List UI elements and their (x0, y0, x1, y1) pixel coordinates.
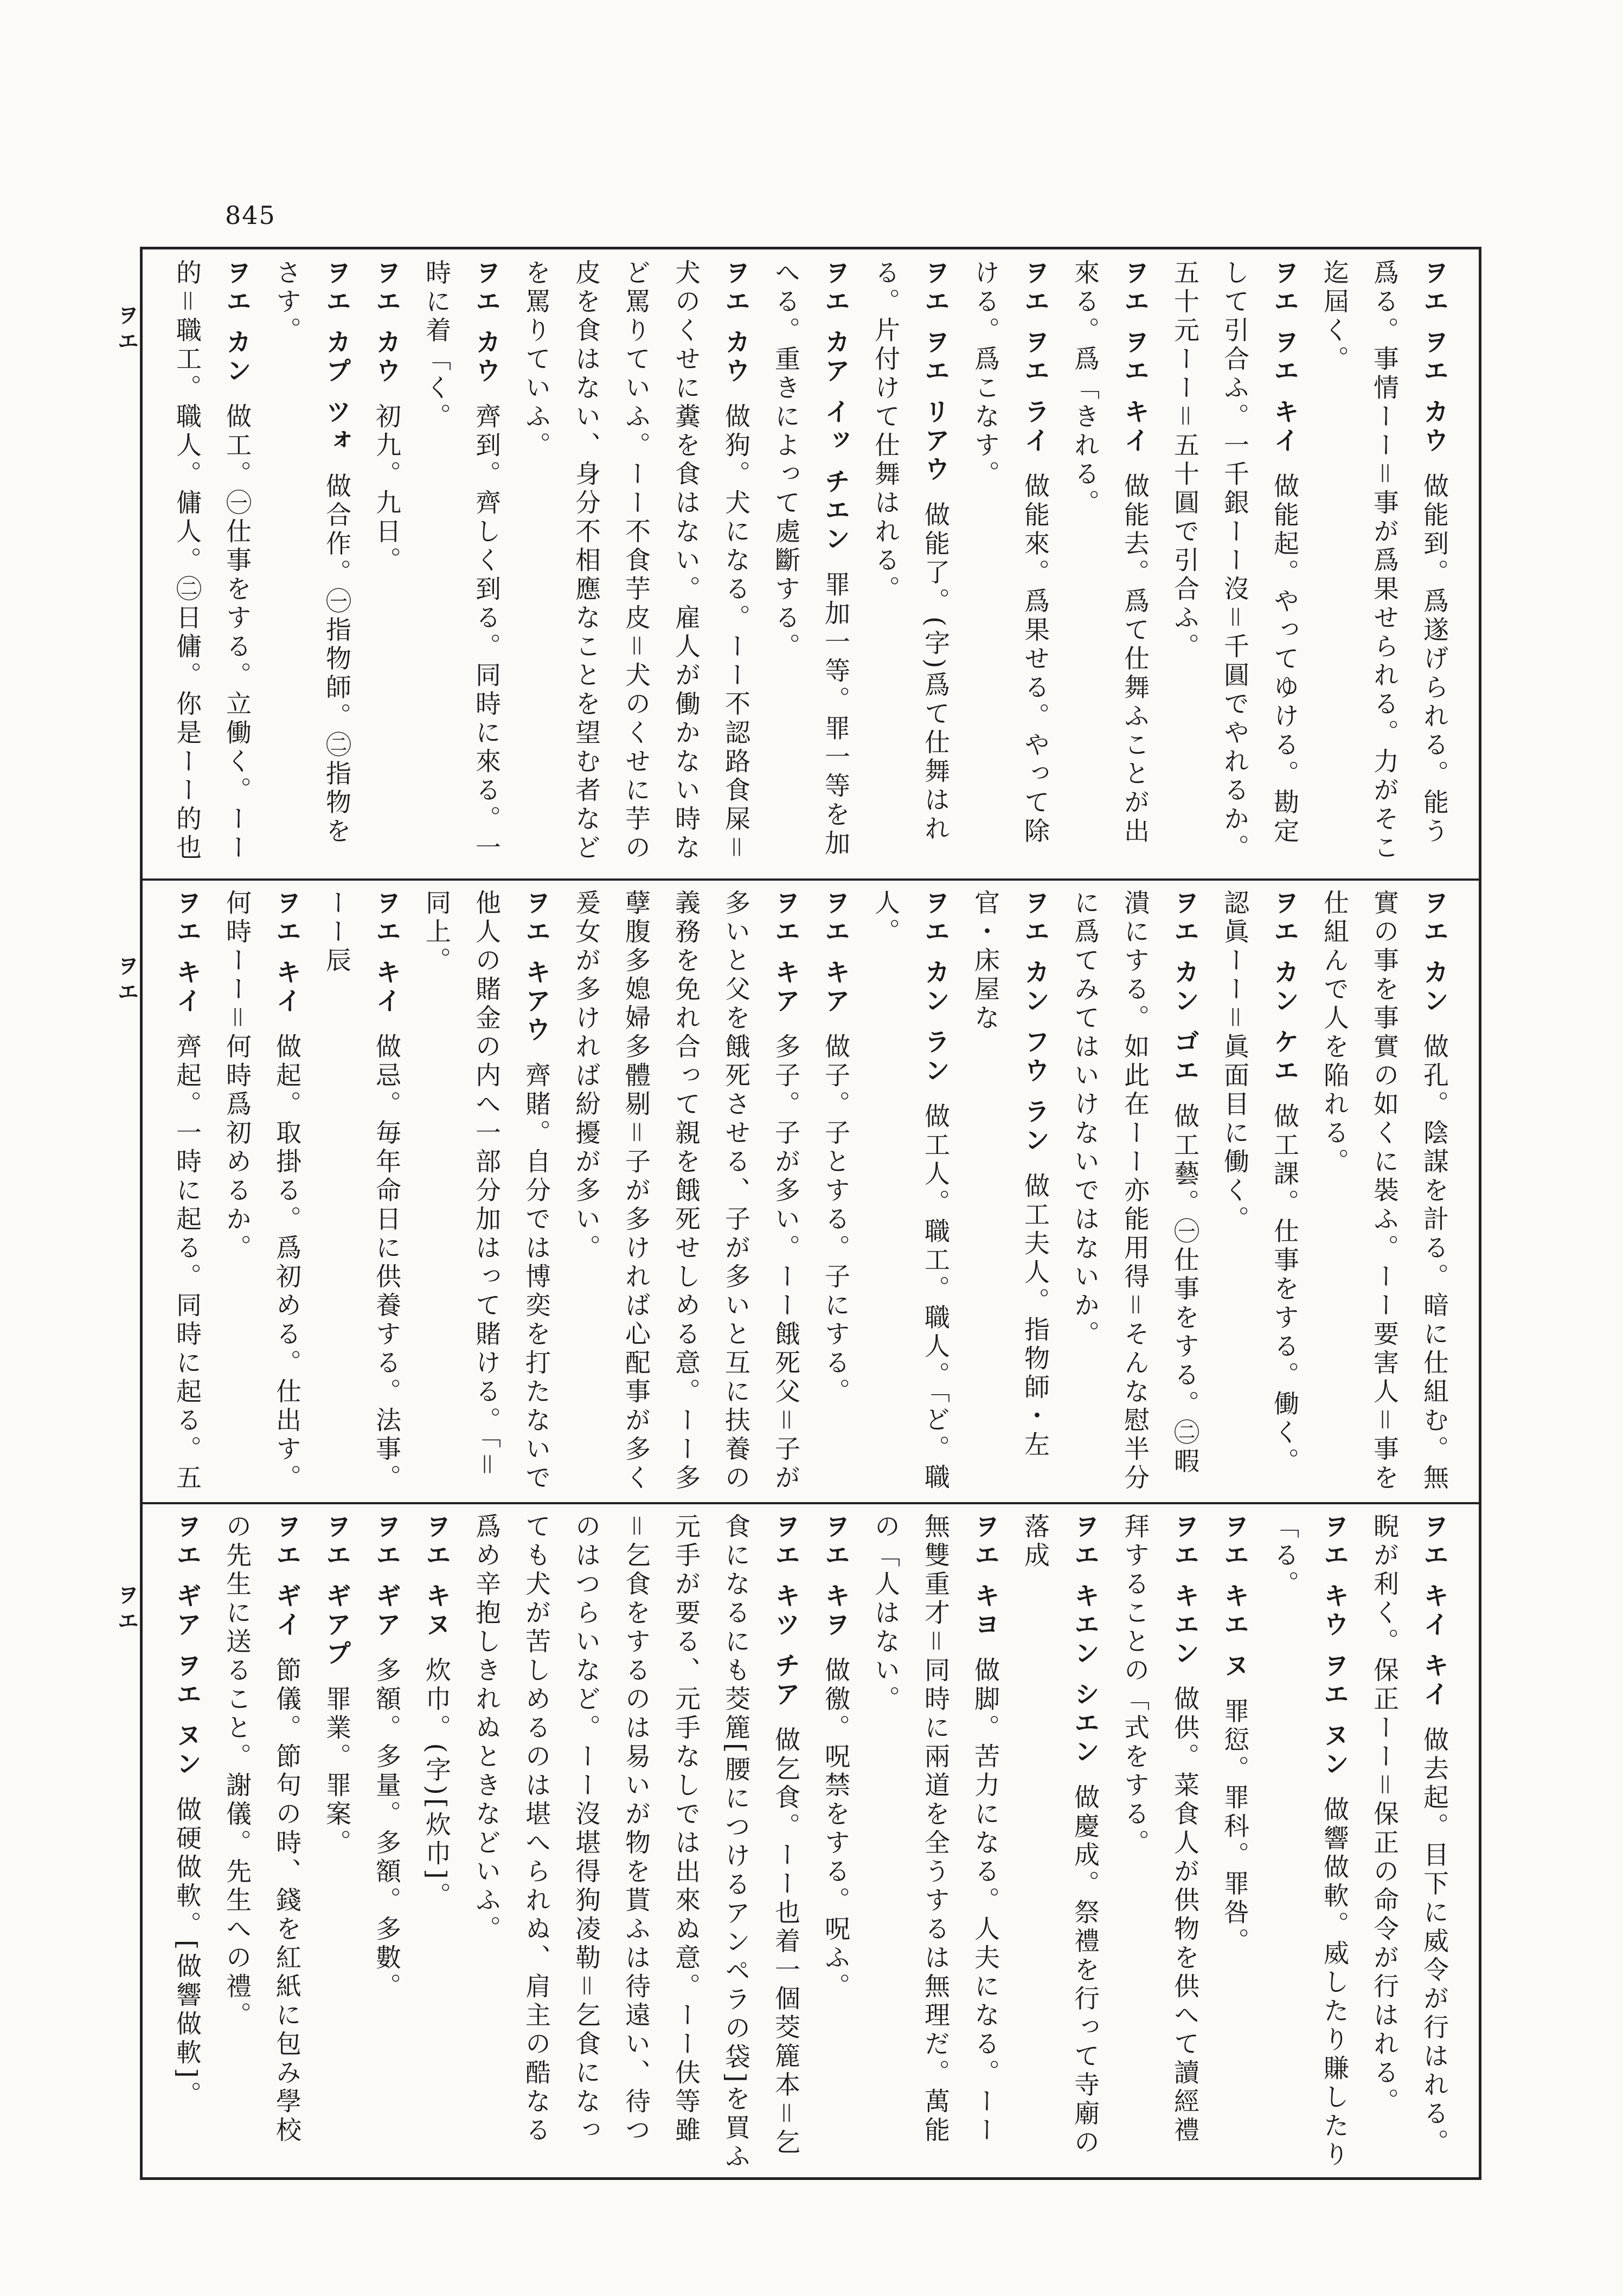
entry-line: 情ーー＝事が爲果せられる。力がそこ迄屆く。 (1319, 259, 1399, 863)
dictionary-entry (1060, 885, 1209, 1497)
entry-line: 婦多體剔＝子が多ければ心配事が多く爰女が多 (571, 889, 651, 1493)
entry-line: こなす。 (970, 374, 1000, 489)
entry-headword: ヲエ ギア ヲエ ヌン (172, 1513, 202, 1780)
entry-line: 做能去。爲て仕舞ふことが出來る。爲 (1070, 259, 1150, 846)
entry-line: 做起。取掛る。爲初める。仕出す。何時ー (222, 889, 301, 1493)
entry-line: 重きによって處斷する。 (771, 345, 800, 662)
dictionary-entry (1209, 885, 1309, 1497)
entry-line: 罪業。罪案。 (322, 1685, 351, 1858)
entry-line: 多子。子が多い。ーー餓死父＝子が多いと (721, 889, 800, 1493)
entry-line: 齊賭。自分では博奕を打たないで他人の (471, 889, 551, 1493)
dictionary-entry (211, 885, 311, 1497)
entry-headword: ヲエ キイ キイ (1419, 1513, 1449, 1710)
dictionary-entry (810, 885, 860, 1497)
entry-headword: ヲエ キエ ヌ (1220, 1513, 1249, 1681)
entry-headword: ヲエ カア イッ チエン (820, 259, 850, 555)
entry-headword: ヲエ キヲ (820, 1513, 850, 1640)
dictionary-entry (361, 1509, 411, 2173)
entry-line: 齊到。齊しく到る。同時に來る。一時に着 (421, 259, 501, 863)
entry-line: 炊巾。(字)[炊巾]。 (421, 1657, 451, 1911)
entry-line: を事實の如くに裝ふ。ーー要害人＝事を仕組ん (1319, 889, 1399, 1493)
entry-headword: ヲエ カプ ツォ (322, 259, 351, 456)
entry-line: に爲てみてはいけないではないか。 (1070, 889, 1100, 1349)
dictionary-entry (211, 1509, 311, 2173)
dictionary-section (165, 885, 1459, 1497)
dictionary-entry (561, 885, 810, 1497)
dictionary-entry (361, 255, 411, 873)
entry-line: 做去起。目下に威令が行はれる。睨 (1369, 1513, 1449, 2158)
entry-line: ー＝何時爲初めるか。 (222, 976, 252, 1263)
entry-line: ーー＝眞面目に働く。 (1220, 947, 1249, 1234)
dictionary-entry (860, 1509, 1010, 2173)
entry-headword: ヲエ カン ラン (920, 889, 950, 1086)
entry-line: に送ること。謝儀。先生への禮。 (222, 1599, 252, 2030)
entry-line: 做子。子とする。子にする。 (820, 1033, 850, 1407)
entry-line: 賭金の内へ一部分加はって賭ける。「＝同上。 (421, 889, 501, 1480)
entry-line: くせに糞を食はない。雇人が働かない時など罵り (621, 259, 701, 863)
gutter-label: ヲエ (114, 1583, 139, 1636)
entry-line: 做乞食。ーー也着一個茭簏本＝ (771, 1726, 800, 2129)
entry-headword: ヲエ ギイ (272, 1513, 301, 1640)
entry-line: 做工人。職工。職人。 (920, 1102, 950, 1390)
entry-line: 做工藝。㊀仕事をする。㊁暇潰にす (1120, 889, 1199, 1477)
dictionary-entry (461, 1509, 810, 2173)
dictionary-entry (311, 1509, 361, 2173)
entry-headword: ヲエ キア (820, 889, 850, 1017)
dictionary-entry (165, 255, 261, 873)
entry-headword: ヲエ キツ チア (771, 1513, 800, 1710)
section-divider (140, 1502, 1481, 1504)
dictionary-entry (411, 255, 511, 873)
dictionary-entry (165, 885, 211, 1497)
entry-line: 重才＝同時に兩道を全うするは無理だ。萬能の (870, 1513, 950, 2145)
entry-headword: ヲエ キイ (172, 889, 202, 1017)
entry-line: ていふ。ーー不食芋皮＝犬のくせに芋の皮を食 (571, 259, 651, 863)
dictionary-section (165, 255, 1459, 873)
entry-line: することの (1120, 1542, 1150, 1685)
dictionary-entry (1109, 1509, 1209, 2173)
entry-line: 元ーー＝五十圓で引合ふ。 (1170, 317, 1199, 662)
entry-headword: ヲエ カン (222, 259, 252, 387)
entry-line: が利く。保正ーー＝保正の命令が行はれる。 (1369, 1542, 1399, 2117)
entry-line: 罪加一等。罪一等を加へる。 (771, 259, 850, 859)
gutter-label: ヲエ (114, 304, 139, 356)
entry-headword: ヲエ キエン (1170, 1513, 1199, 1669)
entry-line: 「式をする。 (1120, 1685, 1150, 1858)
entry-line: 遠い、待つのはつらいなど。ーー沒堪得狗凌 (571, 1513, 651, 2145)
entry-line: ぬ、肩主の酷なる爲め辛抱しきれぬときなどいふ。 (471, 1513, 551, 2145)
entry-line: 「く。 (421, 345, 451, 432)
entry-line: 做孔。陰謀を計る。暗に仕組む。無實の事 (1369, 889, 1449, 1493)
dictionary-entry (1359, 1509, 1459, 2173)
entry-headword: ヲエ カン ケエ (1269, 889, 1299, 1086)
entry-line: 做工。㊀仕事をする。立働く。ーー的＝職 (172, 259, 252, 863)
entry-line: 做忌。毎年命日に供養する。法事。ーー辰 (322, 889, 401, 1493)
entry-line: 做硬做軟。[做響做軟]。 (172, 1796, 202, 2110)
entry-line: る。如此在ーー亦能用得＝そんな慰半分 (1120, 976, 1150, 1493)
entry-line: 做慶成。祭禮を行って寺廟の落成 (1020, 1513, 1100, 2158)
entry-line: はない、身分不相應なことを望む者などを罵りて (521, 259, 601, 863)
entry-line: 做脚。苦力になる。人夫になる。ーー無雙 (920, 1513, 1000, 2146)
entry-line: 「る。 (1269, 1513, 1299, 1599)
entry-line: ふ。一千銀ーー沒＝千圓でやれるか。五十 (1170, 259, 1249, 863)
entry-headword: ヲエ カウ (471, 259, 501, 387)
page-number: 845 (225, 201, 276, 230)
entry-headword: ヲエ ギアプ (322, 1513, 351, 1669)
dictionary-entry (760, 255, 860, 873)
dictionary-entry (1159, 255, 1309, 873)
dictionary-entry (810, 1509, 860, 2173)
entry-headword: ヲエ キウ ヲエ ヌン (1319, 1513, 1349, 1780)
dictionary-entry (165, 1509, 211, 2173)
dictionary-entry (960, 885, 1060, 1497)
dictionary-entry (860, 885, 960, 1497)
entry-headword: ヲエ ギア (371, 1513, 401, 1640)
entry-line: 初九。九日。 (371, 403, 401, 576)
entry-headword: ヲエ カン (1419, 889, 1449, 1017)
entry-line: 伕等雖＝乞食をするのは易いが物を貰ふは待 (621, 1513, 701, 2145)
entry-line: 做能起。やってゆける。勘定して引合 (1220, 259, 1299, 846)
entry-line: 做合作。㊀指物師。㊁指物をさす。 (272, 259, 351, 846)
gutter-label: ヲエ (114, 954, 139, 1006)
entry-line: 做能了。(字)爲て仕舞はれる。片付 (870, 259, 950, 844)
entry-headword: ヲエ ヲエ カウ (1419, 259, 1449, 456)
dictionary-entry (1060, 255, 1159, 873)
entry-headword: ヲエ カン ゴエ (1170, 889, 1199, 1086)
entry-headword: ヲエ キイ (371, 889, 401, 1017)
entry-headword: ヲエ ヲエ キイ (1120, 259, 1150, 456)
dictionary-entry (411, 1509, 461, 2173)
entry-line: れ合って親を餓死せしめる意。ーー多孽腹多媳 (621, 889, 701, 1493)
entry-line: 做工課。仕事をする。働く。認眞 (1220, 889, 1299, 1477)
entry-line: を買ふ元手が要る、元手なしでは出來ぬ意。ーー (671, 1513, 750, 2172)
entry-headword: ヲエ カウ (721, 259, 750, 387)
dictionary-entry (1309, 885, 1459, 1497)
dictionary-section (165, 1509, 1459, 2173)
dictionary-entry (311, 885, 411, 1497)
entry-line: 「ど。職人。 (870, 889, 950, 1493)
entry-headword: ヲエ キイ (272, 889, 301, 1017)
entry-line: 「きれる。 (1070, 374, 1100, 518)
entry-line: 勒＝乞食になっても犬が苦しめるのは堪へられ (521, 1513, 601, 2145)
entry-line: 父を餓死させる、子が多いと互に扶養の義務を免 (671, 889, 750, 1493)
dictionary-entry (1209, 1509, 1259, 2173)
entry-headword: ヲエ キヌ (421, 1513, 451, 1640)
dictionary-entry (960, 255, 1060, 873)
section-divider (140, 878, 1481, 881)
entry-headword: ヲエ カン フウ ラン (1020, 889, 1050, 1156)
entry-line: 「人はない。 (870, 1542, 900, 1714)
dictionary-entry (860, 255, 960, 873)
entry-line: 多額。多量。多額。多數。 (371, 1657, 401, 2002)
entry-line: 做能到。爲遂げられる。能う爲る。事 (1369, 259, 1449, 846)
entry-line: 做狗。犬になる。ーー不認路食屎＝犬の (671, 259, 750, 863)
entry-line: 節儀。節句の時、錢を紅紙に包み學校の先生 (222, 1513, 301, 2146)
dictionary-entry (511, 255, 760, 873)
dictionary-entry (261, 255, 361, 873)
entry-headword: ヲエ ヲエ リアウ (920, 259, 950, 485)
entry-line: 做工夫人。指物師・左官・床屋な (970, 889, 1050, 1460)
entry-headword: ヲエ キヨ (970, 1513, 1000, 1640)
entry-headword: ヲエ キアウ (521, 889, 551, 1046)
entry-headword: ヲエ カウ (371, 259, 401, 387)
entry-headword: ヲエ キエン シエン (1070, 1513, 1100, 1767)
entry-line: 工。職人。傭人。㊁日傭。你是ーー的也 (172, 345, 202, 863)
entry-line: 乞食になるにも茭簏[腰につけるアンペラの袋] (721, 1513, 800, 2158)
entry-headword: ヲエ キア (771, 889, 800, 1017)
entry-line: 做徼。呪禁をする。呪ふ。 (820, 1657, 850, 2002)
entry-line: いふ。 (521, 374, 551, 460)
entry-line: 罪愆。罪科。罪咎。 (1220, 1697, 1249, 1957)
entry-line: 齊起。一時に起る。同時に起る。五 (172, 1033, 202, 1493)
entry-line: 做能來。爲果せる。やって除ける。爲 (970, 259, 1050, 846)
entry-line: ければ紛擾が多い。 (571, 1004, 601, 1263)
entry-line: で人を陥れる。 (1319, 976, 1349, 1177)
dictionary-entry (1309, 255, 1459, 873)
entry-line: 做供。菜食人が供物を供へて讀經禮拜 (1120, 1513, 1199, 2146)
entry-line: けて仕舞はれる。 (870, 374, 900, 604)
entry-headword: ヲエ ヲエ ライ (1020, 259, 1050, 456)
entry-headword: ヲエ ヲエ キイ (1269, 259, 1299, 456)
dictionary-entry (411, 885, 561, 1497)
dictionary-entry (1010, 1509, 1109, 2173)
entry-line: 做響做軟。威したり賺したり (1319, 1796, 1349, 2170)
dictionary-entry (1259, 1509, 1359, 2173)
